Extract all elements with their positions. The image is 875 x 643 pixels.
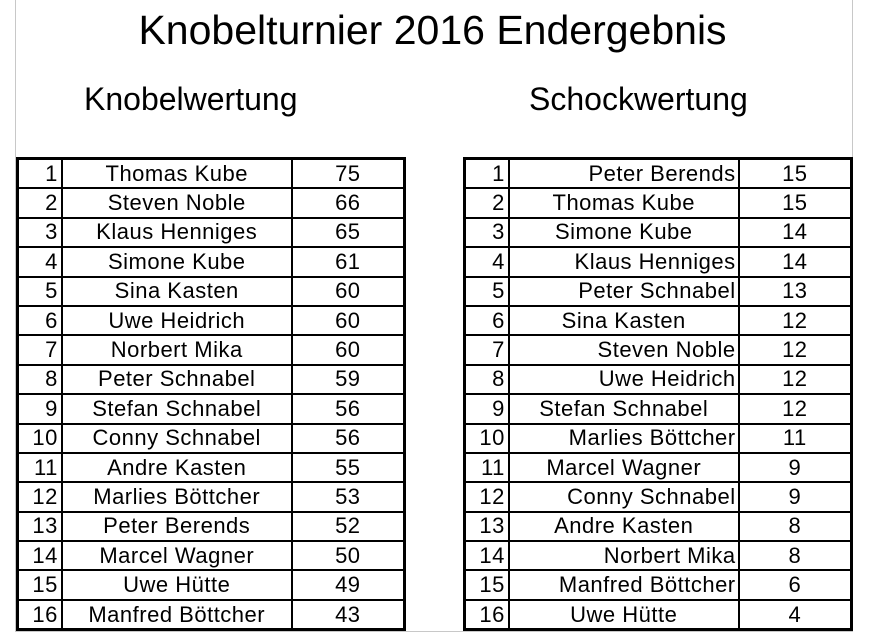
player-name: Thomas Kube bbox=[509, 188, 739, 217]
player-name: Norbert Mika bbox=[62, 335, 292, 364]
rank-position: 4 bbox=[18, 247, 62, 276]
knobel-heading: Knobelwertung bbox=[84, 81, 298, 117]
table-row bbox=[18, 600, 405, 630]
player-points: 43 bbox=[292, 600, 405, 630]
table-row bbox=[465, 247, 852, 276]
rank-position: 16 bbox=[18, 600, 62, 630]
rank-position: 12 bbox=[465, 482, 509, 511]
player-name: Marcel Wagner bbox=[62, 541, 292, 570]
player-points: 14 bbox=[739, 218, 852, 247]
player-name: Peter Berends bbox=[62, 512, 292, 541]
table-row bbox=[18, 335, 405, 364]
table-row bbox=[18, 394, 405, 423]
table-row bbox=[18, 570, 405, 599]
player-name: Marcel Wagner bbox=[509, 453, 739, 482]
table-row bbox=[465, 218, 852, 247]
player-name: Stefan Schnabel bbox=[62, 394, 292, 423]
table-row bbox=[465, 365, 852, 394]
player-name: Simone Kube bbox=[509, 218, 739, 247]
table-row bbox=[18, 218, 405, 247]
player-points: 13 bbox=[739, 277, 852, 306]
table-row bbox=[465, 600, 852, 630]
player-points: 14 bbox=[739, 247, 852, 276]
rank-position: 5 bbox=[465, 277, 509, 306]
table-row bbox=[465, 541, 852, 570]
player-name: Steven Noble bbox=[509, 335, 739, 364]
table-row bbox=[465, 424, 852, 453]
rank-position: 9 bbox=[18, 394, 62, 423]
player-points: 12 bbox=[739, 335, 852, 364]
player-points: 75 bbox=[292, 159, 405, 189]
player-points: 60 bbox=[292, 335, 405, 364]
rank-position: 6 bbox=[18, 306, 62, 335]
table-row bbox=[18, 306, 405, 335]
player-name: Simone Kube bbox=[62, 247, 292, 276]
table-row bbox=[465, 570, 852, 599]
rank-position: 2 bbox=[18, 188, 62, 217]
player-points: 52 bbox=[292, 512, 405, 541]
knobel-ranking-table bbox=[16, 157, 406, 631]
table-row bbox=[465, 512, 852, 541]
rank-position: 3 bbox=[18, 218, 62, 247]
table-row bbox=[465, 394, 852, 423]
table-row bbox=[18, 159, 405, 189]
table-row bbox=[18, 512, 405, 541]
table-row bbox=[18, 188, 405, 217]
rank-position: 11 bbox=[18, 453, 62, 482]
rank-position: 1 bbox=[45, 160, 58, 186]
player-name: Manfred Böttcher bbox=[62, 600, 292, 630]
player-points: 15 bbox=[739, 159, 852, 189]
player-points: 56 bbox=[292, 394, 405, 423]
player-points: 59 bbox=[292, 365, 405, 394]
player-points: 8 bbox=[739, 541, 852, 570]
player-name: Stefan Schnabel bbox=[509, 394, 739, 423]
player-points: 55 bbox=[292, 453, 405, 482]
rank-position: 8 bbox=[18, 365, 62, 394]
player-points: 49 bbox=[292, 570, 405, 599]
player-points: 15 bbox=[739, 188, 852, 217]
rank-position: 14 bbox=[18, 541, 62, 570]
player-name: Marlies Böttcher bbox=[62, 482, 292, 511]
schock-ranking-table bbox=[463, 157, 853, 631]
player-name: Klaus Henniges bbox=[509, 247, 739, 276]
player-points: 60 bbox=[292, 277, 405, 306]
player-points: 4 bbox=[739, 600, 852, 630]
player-name: Peter Berends bbox=[509, 159, 739, 189]
rank-position: 15 bbox=[465, 570, 509, 599]
player-name: Klaus Henniges bbox=[62, 218, 292, 247]
player-name: Thomas Kube bbox=[62, 159, 292, 189]
player-name: Uwe Heidrich bbox=[509, 365, 739, 394]
player-points: 60 bbox=[292, 306, 405, 335]
table-row bbox=[465, 306, 852, 335]
player-points: 12 bbox=[739, 365, 852, 394]
rank-position: 11 bbox=[465, 453, 509, 482]
player-points: 11 bbox=[739, 424, 852, 453]
rank-position: 5 bbox=[18, 277, 62, 306]
rank-position: 7 bbox=[465, 335, 509, 364]
player-points: 53 bbox=[292, 482, 405, 511]
table-row bbox=[18, 365, 405, 394]
table-row bbox=[18, 453, 405, 482]
player-points: 9 bbox=[739, 453, 852, 482]
rank-position: 8 bbox=[465, 365, 509, 394]
rank-position: 10 bbox=[18, 424, 62, 453]
player-name: Steven Noble bbox=[62, 188, 292, 217]
rank-position: 10 bbox=[465, 424, 509, 453]
table-row bbox=[465, 159, 852, 189]
player-name: Conny Schnabel bbox=[62, 424, 292, 453]
player-points: 8 bbox=[739, 512, 852, 541]
rank-position: 9 bbox=[465, 394, 509, 423]
player-name: Andre Kasten bbox=[509, 512, 739, 541]
player-points: 12 bbox=[739, 394, 852, 423]
rank-position: 1 bbox=[492, 160, 505, 186]
rank-position: 15 bbox=[18, 570, 62, 599]
table-row bbox=[18, 541, 405, 570]
schock-heading: Schockwertung bbox=[529, 81, 748, 117]
rank-position: 3 bbox=[465, 218, 509, 247]
table-row bbox=[18, 424, 405, 453]
table-row bbox=[465, 482, 852, 511]
rank-position: 14 bbox=[465, 541, 509, 570]
player-name: Uwe Hütte bbox=[509, 600, 739, 630]
rank-position: 13 bbox=[465, 512, 509, 541]
rank-position: 13 bbox=[18, 512, 62, 541]
table-row bbox=[18, 247, 405, 276]
rank-position: 16 bbox=[465, 600, 509, 630]
player-points: 9 bbox=[739, 482, 852, 511]
player-name: Uwe Hütte bbox=[62, 570, 292, 599]
rank-position: 2 bbox=[465, 188, 509, 217]
player-points: 12 bbox=[739, 306, 852, 335]
player-name: Peter Schnabel bbox=[62, 365, 292, 394]
player-name: Sina Kasten bbox=[62, 277, 292, 306]
rank-position: 4 bbox=[465, 247, 509, 276]
player-points: 66 bbox=[292, 188, 405, 217]
player-name: Norbert Mika bbox=[509, 541, 739, 570]
rank-position: 6 bbox=[465, 306, 509, 335]
player-points: 6 bbox=[739, 570, 852, 599]
rank-position: 7 bbox=[18, 335, 62, 364]
player-name: Sina Kasten bbox=[509, 306, 739, 335]
table-row bbox=[18, 277, 405, 306]
player-points: 65 bbox=[292, 218, 405, 247]
page-title: Knobelturnier 2016 Endergebnis bbox=[138, 7, 727, 53]
player-points: 50 bbox=[292, 541, 405, 570]
player-points: 61 bbox=[292, 247, 405, 276]
player-name: Andre Kasten bbox=[62, 453, 292, 482]
player-name: Uwe Heidrich bbox=[62, 306, 292, 335]
rank-position: 12 bbox=[18, 482, 62, 511]
player-name: Peter Schnabel bbox=[509, 277, 739, 306]
player-name: Marlies Böttcher bbox=[509, 424, 739, 453]
table-row bbox=[465, 453, 852, 482]
table-row bbox=[465, 188, 852, 217]
player-name: Manfred Böttcher bbox=[509, 570, 739, 599]
player-points: 56 bbox=[292, 424, 405, 453]
table-row bbox=[18, 482, 405, 511]
table-row bbox=[465, 277, 852, 306]
player-name: Conny Schnabel bbox=[509, 482, 739, 511]
table-row bbox=[465, 335, 852, 364]
